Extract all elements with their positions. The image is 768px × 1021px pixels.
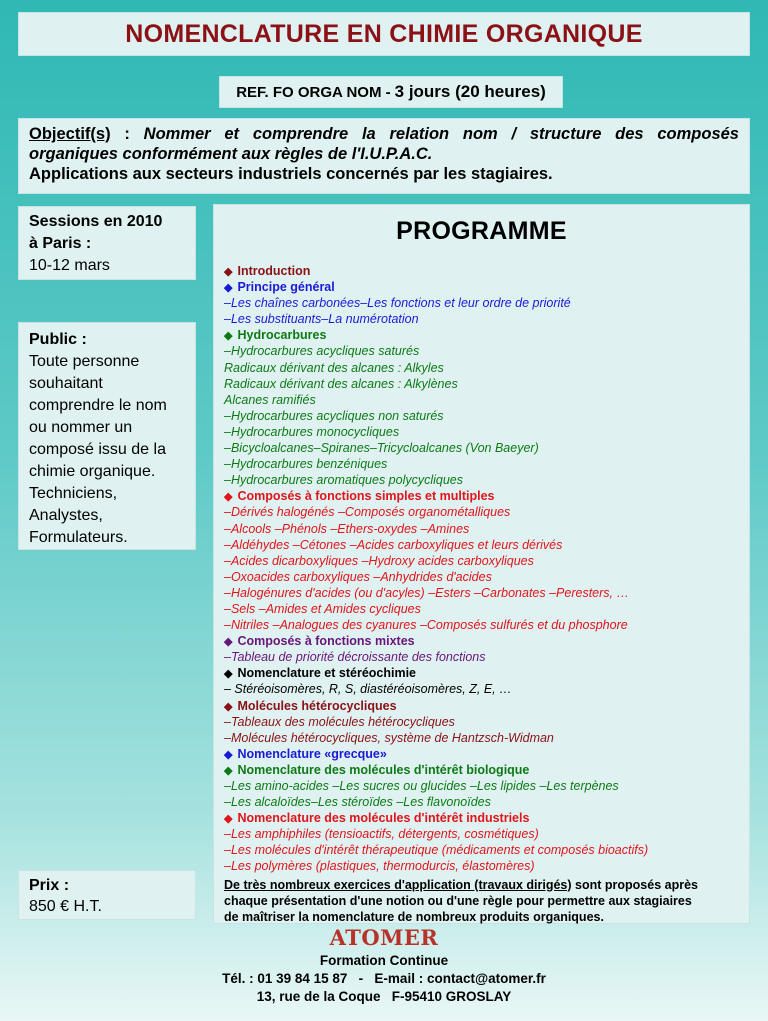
objective-panel	[18, 118, 750, 194]
public-line: comprendre le nom	[29, 397, 167, 414]
program-item	[224, 392, 739, 408]
diamond-bullet-icon: ◆	[224, 813, 233, 826]
diamond-bullet-icon: ◆	[224, 748, 233, 761]
program-section-heading	[224, 488, 739, 504]
program-line-text: –Les amino-acides –Les sucres ou glucides –Les lipides –Les terpènes	[224, 779, 619, 793]
program-line-text: Hydrocarbures	[237, 328, 327, 343]
price-title: Prix :	[29, 877, 70, 894]
public-line: Techniciens,	[29, 485, 118, 502]
diamond-bullet-icon: ◆	[224, 282, 233, 295]
public-line: chimie organique.	[29, 463, 156, 480]
program-item	[224, 842, 739, 858]
program-line-text: –Les amphiphiles (tensioactifs, détergents, cosmétiques)	[224, 827, 539, 842]
public-line: ou nommer un	[29, 419, 133, 436]
footer-contact: Tél. : 01 39 84 15 87 - E-mail : contact@atomer.fr	[222, 971, 546, 986]
program-line-text: –Hydrocarbures acycliques saturés	[224, 344, 420, 359]
program-section-heading	[224, 633, 739, 649]
program-item	[224, 472, 739, 488]
program-item	[224, 681, 739, 697]
price-panel	[18, 870, 196, 920]
objective-line-3: Applications aux secteurs industriels concernés par les stagiaires.	[29, 165, 553, 183]
program-section-heading	[224, 698, 739, 714]
course-duration: 3 jours (20 heures)	[394, 82, 546, 101]
diamond-bullet-icon: ◆	[224, 330, 233, 343]
objective-line-1	[29, 124, 739, 144]
program-line-text: –Halogénures d'acides (ou d'acyles) –Esters –Carbonates –Peresters, …	[224, 585, 629, 600]
program-line-text: –Hydrocarbures acycliques non saturés	[224, 408, 444, 423]
program-line-text: –Molécules hétérocycliques, système de Hantzsch-Widman	[224, 730, 554, 745]
program-line-text: –Tableaux des molécules hétérocycliques	[224, 714, 455, 729]
program-section-heading	[224, 746, 739, 762]
program-line-text: –Tableau de priorité décroissante des fonctions	[224, 650, 486, 665]
note-line-2: chaque présentation d'une notion ou d'une règle pour permettre aux stagiaires	[224, 893, 692, 908]
program-item	[224, 585, 739, 601]
program-note	[224, 877, 739, 925]
public-title: Public :	[29, 331, 87, 348]
program-line-text: Composés à fonctions mixtes	[237, 634, 415, 649]
diamond-bullet-icon: ◆	[224, 668, 233, 681]
program-line-text: Nomenclature et stéréochimie	[237, 666, 417, 681]
program-line-text: –Les substituants–La numérotation	[224, 312, 419, 327]
objective-text-1: Nommer et comprendre la relation nom / structure des composés	[143, 125, 739, 143]
program-item	[224, 778, 739, 794]
program-line-text: –Hydrocarbures benzéniques	[224, 457, 388, 472]
program-line-text: Introduction	[237, 264, 311, 278]
public-line: souhaitant	[29, 375, 103, 392]
sessions-title-1: Sessions en 2010	[29, 213, 163, 230]
program-title: PROGRAMME	[396, 217, 567, 245]
program-line-text: –Hydrocarbures aromatiques polycycliques	[224, 473, 464, 488]
program-list	[224, 263, 739, 875]
diamond-bullet-icon: ◆	[224, 636, 233, 649]
program-line-text: –Oxoacides carboxyliques –Anhydrides d'acides	[224, 569, 492, 584]
program-item	[224, 408, 739, 424]
program-item	[224, 360, 739, 376]
program-section-heading	[224, 762, 739, 778]
program-item	[224, 504, 739, 520]
price-value: 850 € H.T.	[29, 898, 102, 915]
diamond-bullet-icon: ◆	[224, 491, 233, 504]
program-section-heading	[224, 665, 739, 681]
program-item	[224, 424, 739, 440]
program-line-text: Radicaux dérivant des alcanes : Alkyles	[224, 360, 444, 375]
note-underlined: De très nombreux exercices d'application (travaux dirigés)	[224, 877, 572, 892]
public-line: Analystes,	[29, 507, 103, 524]
program-item	[224, 569, 739, 585]
objective-line-2	[29, 144, 739, 164]
program-line-text: –Les polymères (plastiques, thermodurcis, élastomères)	[224, 859, 535, 874]
diamond-bullet-icon: ◆	[224, 266, 233, 278]
program-section-heading	[224, 810, 739, 826]
program-section-heading	[224, 263, 739, 279]
program-item	[224, 858, 739, 874]
footer	[0, 924, 768, 1006]
program-line-text: –Bicycloalcanes–Spiranes–Tricycloalcanes (Von Baeyer)	[224, 441, 539, 456]
program-line-text: –Les chaînes carbonées–Les fonctions et leur ordre de priorité	[224, 296, 571, 311]
page-title: NOMENCLATURE EN CHIMIE ORGANIQUE	[125, 19, 643, 48]
program-line-text: Molécules hétérocycliques	[237, 698, 397, 713]
program-item	[224, 537, 739, 553]
program-line-text: Composés à fonctions simples et multiples	[237, 489, 495, 504]
objective-label: Objectif(s)	[29, 125, 111, 143]
program-item	[224, 311, 739, 327]
program-item	[224, 343, 739, 359]
reference-banner	[219, 76, 563, 108]
program-item	[224, 826, 739, 842]
program-line-text: –Hydrocarbures monocycliques	[224, 424, 400, 439]
note-line-3: de maîtriser la nomenclature de nombreux produits organiques.	[224, 909, 604, 924]
public-line: Toute personne	[29, 353, 140, 370]
program-line-text: Nomenclature des molécules d'intérêt industriels	[237, 811, 530, 826]
reference-code: REF. FO ORGA NOM -	[236, 83, 391, 101]
footer-address: 13, rue de la Coque F-95410 GROSLAY	[256, 989, 512, 1004]
footer-subtitle: Formation Continue	[319, 953, 449, 968]
program-item	[224, 601, 739, 617]
program-item	[224, 521, 739, 537]
program-item	[224, 714, 739, 730]
program-line-text: –Les molécules d'intérêt thérapeutique (médicaments et composés bioactifs)	[224, 843, 649, 858]
brand-logo: ATOMER	[329, 925, 439, 950]
note-rest: sont proposés après	[571, 877, 698, 892]
program-item	[224, 553, 739, 569]
program-item	[224, 730, 739, 746]
program-line-text: –Alcools –Phénols –Ethers-oxydes –Amines	[224, 521, 470, 536]
sessions-title-2: à Paris :	[29, 235, 92, 252]
public-line: Formulateurs.	[29, 529, 128, 546]
program-item	[224, 440, 739, 456]
program-line-text: –Aldéhydes –Cétones –Acides carboxyliques et leurs dérivés	[224, 537, 563, 552]
program-line-text: – Stéréoisomères, R, S, diastéréoisomères, Z, E, …	[224, 682, 512, 697]
title-banner	[18, 12, 750, 56]
program-panel	[213, 204, 750, 924]
program-item	[224, 794, 739, 810]
program-line-text: Principe général	[237, 280, 335, 295]
program-line-text: –Les alcaloïdes–Les stéroïdes –Les flavonoïdes	[224, 795, 491, 810]
objective-text-2: organiques conformément aux règles de l'I.U.P.A.C.	[29, 145, 433, 163]
program-line-text: Alcanes ramifiés	[224, 392, 316, 407]
diamond-bullet-icon: ◆	[224, 700, 233, 713]
diamond-bullet-icon: ◆	[224, 764, 233, 777]
sessions-dates: 10-12 mars	[29, 257, 110, 274]
program-line-text: Nomenclature «grecque»	[237, 746, 387, 761]
program-item	[224, 649, 739, 665]
program-item	[224, 456, 739, 472]
program-line-text: –Sels –Amides et Amides cycliques	[224, 601, 421, 616]
program-line-text: –Acides dicarboxyliques –Hydroxy acides carboxyliques	[224, 553, 534, 568]
program-line-text: –Nitriles –Analogues des cyanures –Composés sulfurés et du phosphore	[224, 618, 628, 633]
program-line-text: –Dérivés halogénés –Composés organométalliques	[224, 505, 511, 520]
program-item	[224, 295, 739, 311]
program-line-text: Radicaux dérivant des alcanes : Alkylènes	[224, 376, 458, 391]
objective-separator: :	[110, 125, 144, 143]
program-section-heading	[224, 327, 739, 343]
program-item	[224, 376, 739, 392]
program-line-text: Nomenclature des molécules d'intérêt biologique	[237, 762, 530, 777]
sessions-panel	[18, 206, 196, 280]
public-line: composé issu de la	[29, 441, 166, 458]
program-item	[224, 617, 739, 633]
public-panel	[18, 322, 196, 550]
program-section-heading	[224, 279, 739, 295]
